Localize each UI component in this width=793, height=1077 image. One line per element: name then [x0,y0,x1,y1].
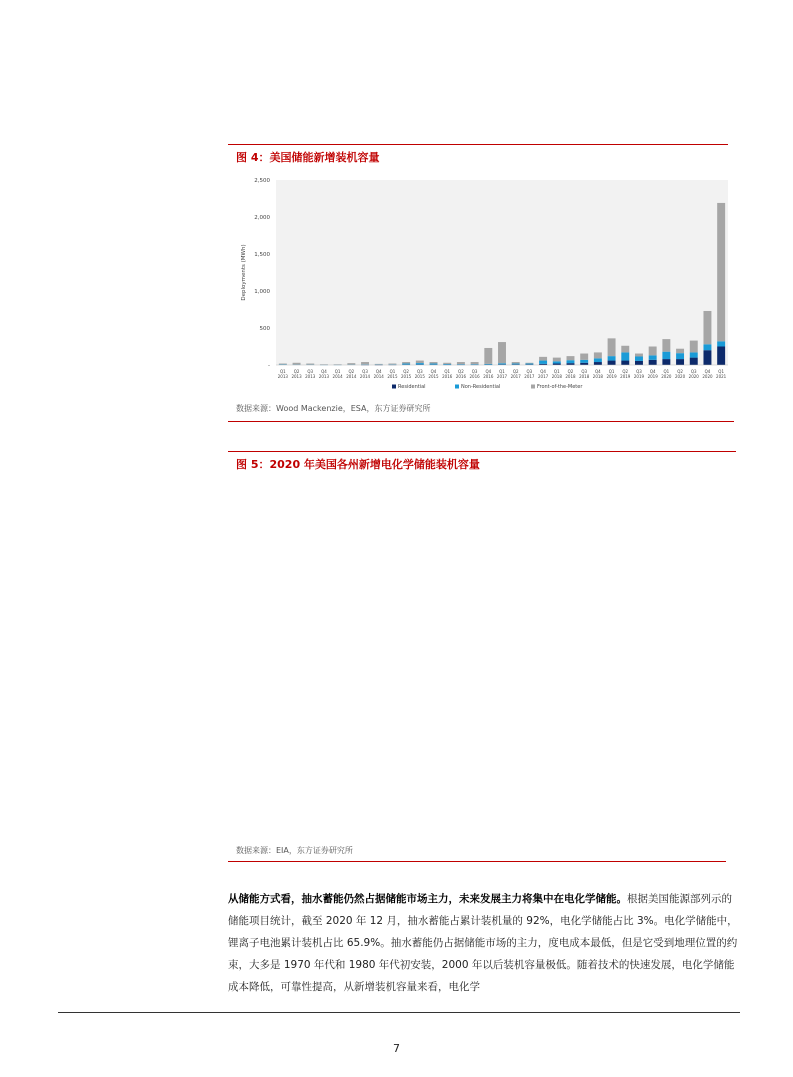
x-tick-quarter: Q3 [362,369,368,374]
y-tick-label: 1,000 [254,289,270,295]
x-tick-quarter: Q3 [581,369,588,374]
bar-residential [690,358,698,365]
bar-front-of-the-meter [635,354,643,357]
x-tick-year: 2014 [346,374,357,379]
bar-non-residential [498,363,506,364]
bar-front-of-the-meter [553,358,561,362]
x-tick-year: 2019 [620,374,631,379]
deployments-bar-chart [236,172,730,396]
x-tick-quarter: Q3 [526,369,533,374]
bar-front-of-the-meter [539,357,547,361]
x-tick-quarter: Q1 [663,369,670,374]
x-tick-year: 2018 [592,374,603,379]
bar-front-of-the-meter [306,364,314,365]
x-tick-quarter: Q1 [389,369,396,374]
x-tick-quarter: Q2 [622,369,629,374]
bar-front-of-the-meter [334,364,342,365]
bar-non-residential [471,364,479,365]
x-tick-year: 2017 [537,374,549,379]
y-tick-label: - [268,363,270,369]
x-tick-quarter: Q2 [677,369,683,374]
bar-front-of-the-meter [525,363,533,364]
x-tick-year: 2017 [510,374,521,379]
figure4-source: 数据来源：Wood Mackenzie，ESA，东方证券研究所 [236,404,431,413]
bar-non-residential [580,360,588,363]
x-tick-quarter: Q2 [348,369,355,374]
bar-front-of-the-meter [608,338,616,356]
bar-residential [703,350,711,365]
x-tick-year: 2019 [633,374,645,379]
bar-residential [580,363,588,365]
x-tick-year: 2013 [291,374,302,379]
x-tick-year: 2018 [565,374,576,379]
bar-non-residential [416,363,424,364]
bar-non-residential [621,352,629,360]
figure5-title: 图 5：2020 年美国各州新增电化学储能装机容量 [236,458,480,471]
x-tick-quarter: Q1 [499,369,505,374]
bar-front-of-the-meter [649,347,657,356]
bar-non-residential [717,341,725,346]
x-tick-quarter: Q1 [553,369,560,374]
body-text: 根据美国能源部列示的储能项目统计，截至 2020 年 12 月，抽水蓄能占累计装机量的 92%，电化学储能占比 3%。电化学储能中，锂离子电池累计装机占比 65.9%。抽水蓄能仍占据储能市场的主力，度电成本最低，但是它受到地理位置的约束，大多是 1970 年代和 1980 年代初安装，2000 年以后装机容量极低。随着技术的快速发展，电化学储能成本降低，可靠性提高，从新增装机容量来看，电化学 [228,893,738,993]
x-tick-quarter: Q3 [471,369,478,374]
x-tick-year: 2020 [688,374,699,379]
bar-front-of-the-meter [416,361,424,364]
x-tick-quarter: Q1 [608,369,615,374]
bar-non-residential [676,353,684,359]
bar-non-residential [484,364,492,365]
x-tick-year: 2016 [469,374,480,379]
plot-area [276,180,728,365]
bar-front-of-the-meter [662,339,670,352]
figure4-top-rule [228,144,728,145]
bar-residential [621,361,629,365]
figure5-source: 数据来源：EIA，东方证券研究所 [236,846,353,855]
x-tick-quarter: Q4 [485,369,492,374]
bar-residential [649,360,657,365]
x-tick-year: 2017 [524,374,535,379]
x-tick-year: 2019 [606,374,617,379]
figure5-top-rule [228,451,736,452]
x-tick-quarter: Q1 [718,369,725,374]
x-tick-quarter: Q2 [293,369,300,374]
bar-front-of-the-meter [717,203,725,341]
bar-non-residential [430,364,438,365]
bar-front-of-the-meter [498,342,506,363]
bar-residential [717,347,725,366]
x-tick-year: 2015 [401,374,412,379]
bar-residential [608,361,616,365]
bar-non-residential [402,364,410,365]
bar-front-of-the-meter [484,348,492,364]
bar-non-residential [443,364,451,365]
x-tick-quarter: Q2 [403,369,409,374]
x-tick-year: 2018 [579,374,590,379]
bar-non-residential [649,355,657,359]
y-tick-label: 2,500 [254,178,270,184]
bar-front-of-the-meter [471,362,479,364]
x-tick-quarter: Q1 [334,369,341,374]
bar-non-residential [539,361,547,364]
bar-non-residential [703,344,711,350]
bar-residential [594,362,602,365]
x-tick-year: 2014 [332,374,343,379]
legend-swatch [455,385,459,389]
bar-front-of-the-meter [567,356,575,360]
x-tick-year: 2013 [318,374,330,379]
x-tick-quarter: Q4 [540,369,546,374]
bar-non-residential [608,356,616,360]
x-tick-year: 2015 [428,374,439,379]
bar-front-of-the-meter [690,341,698,353]
bar-front-of-the-meter [580,354,588,360]
x-tick-quarter: Q1 [444,369,451,374]
bar-non-residential [457,364,465,365]
x-tick-year: 2013 [305,374,316,379]
bar-front-of-the-meter [676,349,684,353]
x-tick-year: 2015 [387,374,398,379]
x-tick-year: 2018 [551,374,562,379]
bar-front-of-the-meter [512,362,520,363]
footer-rule [58,1012,740,1013]
legend-swatch [392,385,396,389]
bar-front-of-the-meter [402,362,410,363]
bar-non-residential [567,360,575,363]
x-tick-year: 2020 [674,374,686,379]
bar-residential [635,361,643,365]
body-paragraph [228,888,738,998]
y-tick-label: 2,000 [254,215,270,221]
bar-front-of-the-meter [279,364,287,365]
bar-front-of-the-meter [361,362,369,364]
figure4-title: 图 4：美国储能新增装机容量 [236,151,380,164]
x-tick-year: 2019 [647,374,658,379]
x-tick-year: 2013 [277,374,288,379]
bar-front-of-the-meter [457,362,465,364]
legend-label: Front-of-the-Meter [537,384,583,390]
x-tick-year: 2017 [496,374,508,379]
bar-non-residential [635,356,643,360]
x-tick-quarter: Q2 [567,369,574,374]
bar-non-residential [594,358,602,362]
bar-front-of-the-meter [293,363,301,365]
bar-front-of-the-meter [621,346,629,353]
y-tick-label: 500 [259,326,270,332]
x-tick-quarter: Q4 [595,369,601,374]
x-tick-quarter: Q4 [430,369,437,374]
body-lead-sentence: 从储能方式看，抽水蓄能仍然占据储能市场主力，未来发展主力将集中在电化学储能。 [228,893,627,905]
x-tick-quarter: Q1 [279,369,286,374]
figure5-bottom-rule [228,861,726,862]
bar-front-of-the-meter [594,352,602,358]
x-tick-year: 2016 [442,374,453,379]
x-tick-quarter: Q2 [458,369,464,374]
figure5-image-area [236,478,726,838]
bar-front-of-the-meter [347,363,355,364]
x-tick-quarter: Q4 [704,369,711,374]
page-number: 7 [393,1042,400,1055]
x-tick-quarter: Q3 [307,369,314,374]
x-tick-year: 2021 [716,374,727,379]
x-tick-year: 2014 [373,374,384,379]
bar-front-of-the-meter [443,363,451,364]
figure4-bottom-rule [228,421,734,422]
x-tick-quarter: Q4 [321,369,327,374]
x-tick-quarter: Q3 [690,369,697,374]
bar-front-of-the-meter [430,362,438,363]
bar-front-of-the-meter [703,311,711,344]
x-tick-quarter: Q2 [512,369,519,374]
bar-residential [662,359,670,365]
bar-residential [567,363,575,365]
x-tick-quarter: Q3 [636,369,642,374]
y-axis-label: Deployments (MWh) [241,244,247,301]
x-tick-quarter: Q4 [649,369,656,374]
x-tick-year: 2020 [661,374,672,379]
bar-non-residential [690,352,698,357]
bar-non-residential [512,364,520,365]
bar-front-of-the-meter [320,364,328,365]
bar-residential [676,359,684,365]
y-tick-label: 1,500 [254,252,270,258]
bar-non-residential [525,364,533,365]
legend-label: Non-Residential [461,384,501,390]
bar-front-of-the-meter [388,364,396,365]
x-tick-year: 2020 [702,374,713,379]
bar-non-residential [662,352,670,359]
x-tick-quarter: Q3 [416,369,423,374]
bar-non-residential [553,361,561,363]
bar-front-of-the-meter [375,364,383,365]
x-tick-year: 2016 [455,374,467,379]
legend-swatch [531,385,535,389]
x-tick-year: 2014 [359,374,371,379]
x-tick-year: 2015 [414,374,425,379]
x-tick-quarter: Q4 [375,369,382,374]
legend-label: Residential [398,384,426,390]
x-tick-year: 2016 [483,374,494,379]
